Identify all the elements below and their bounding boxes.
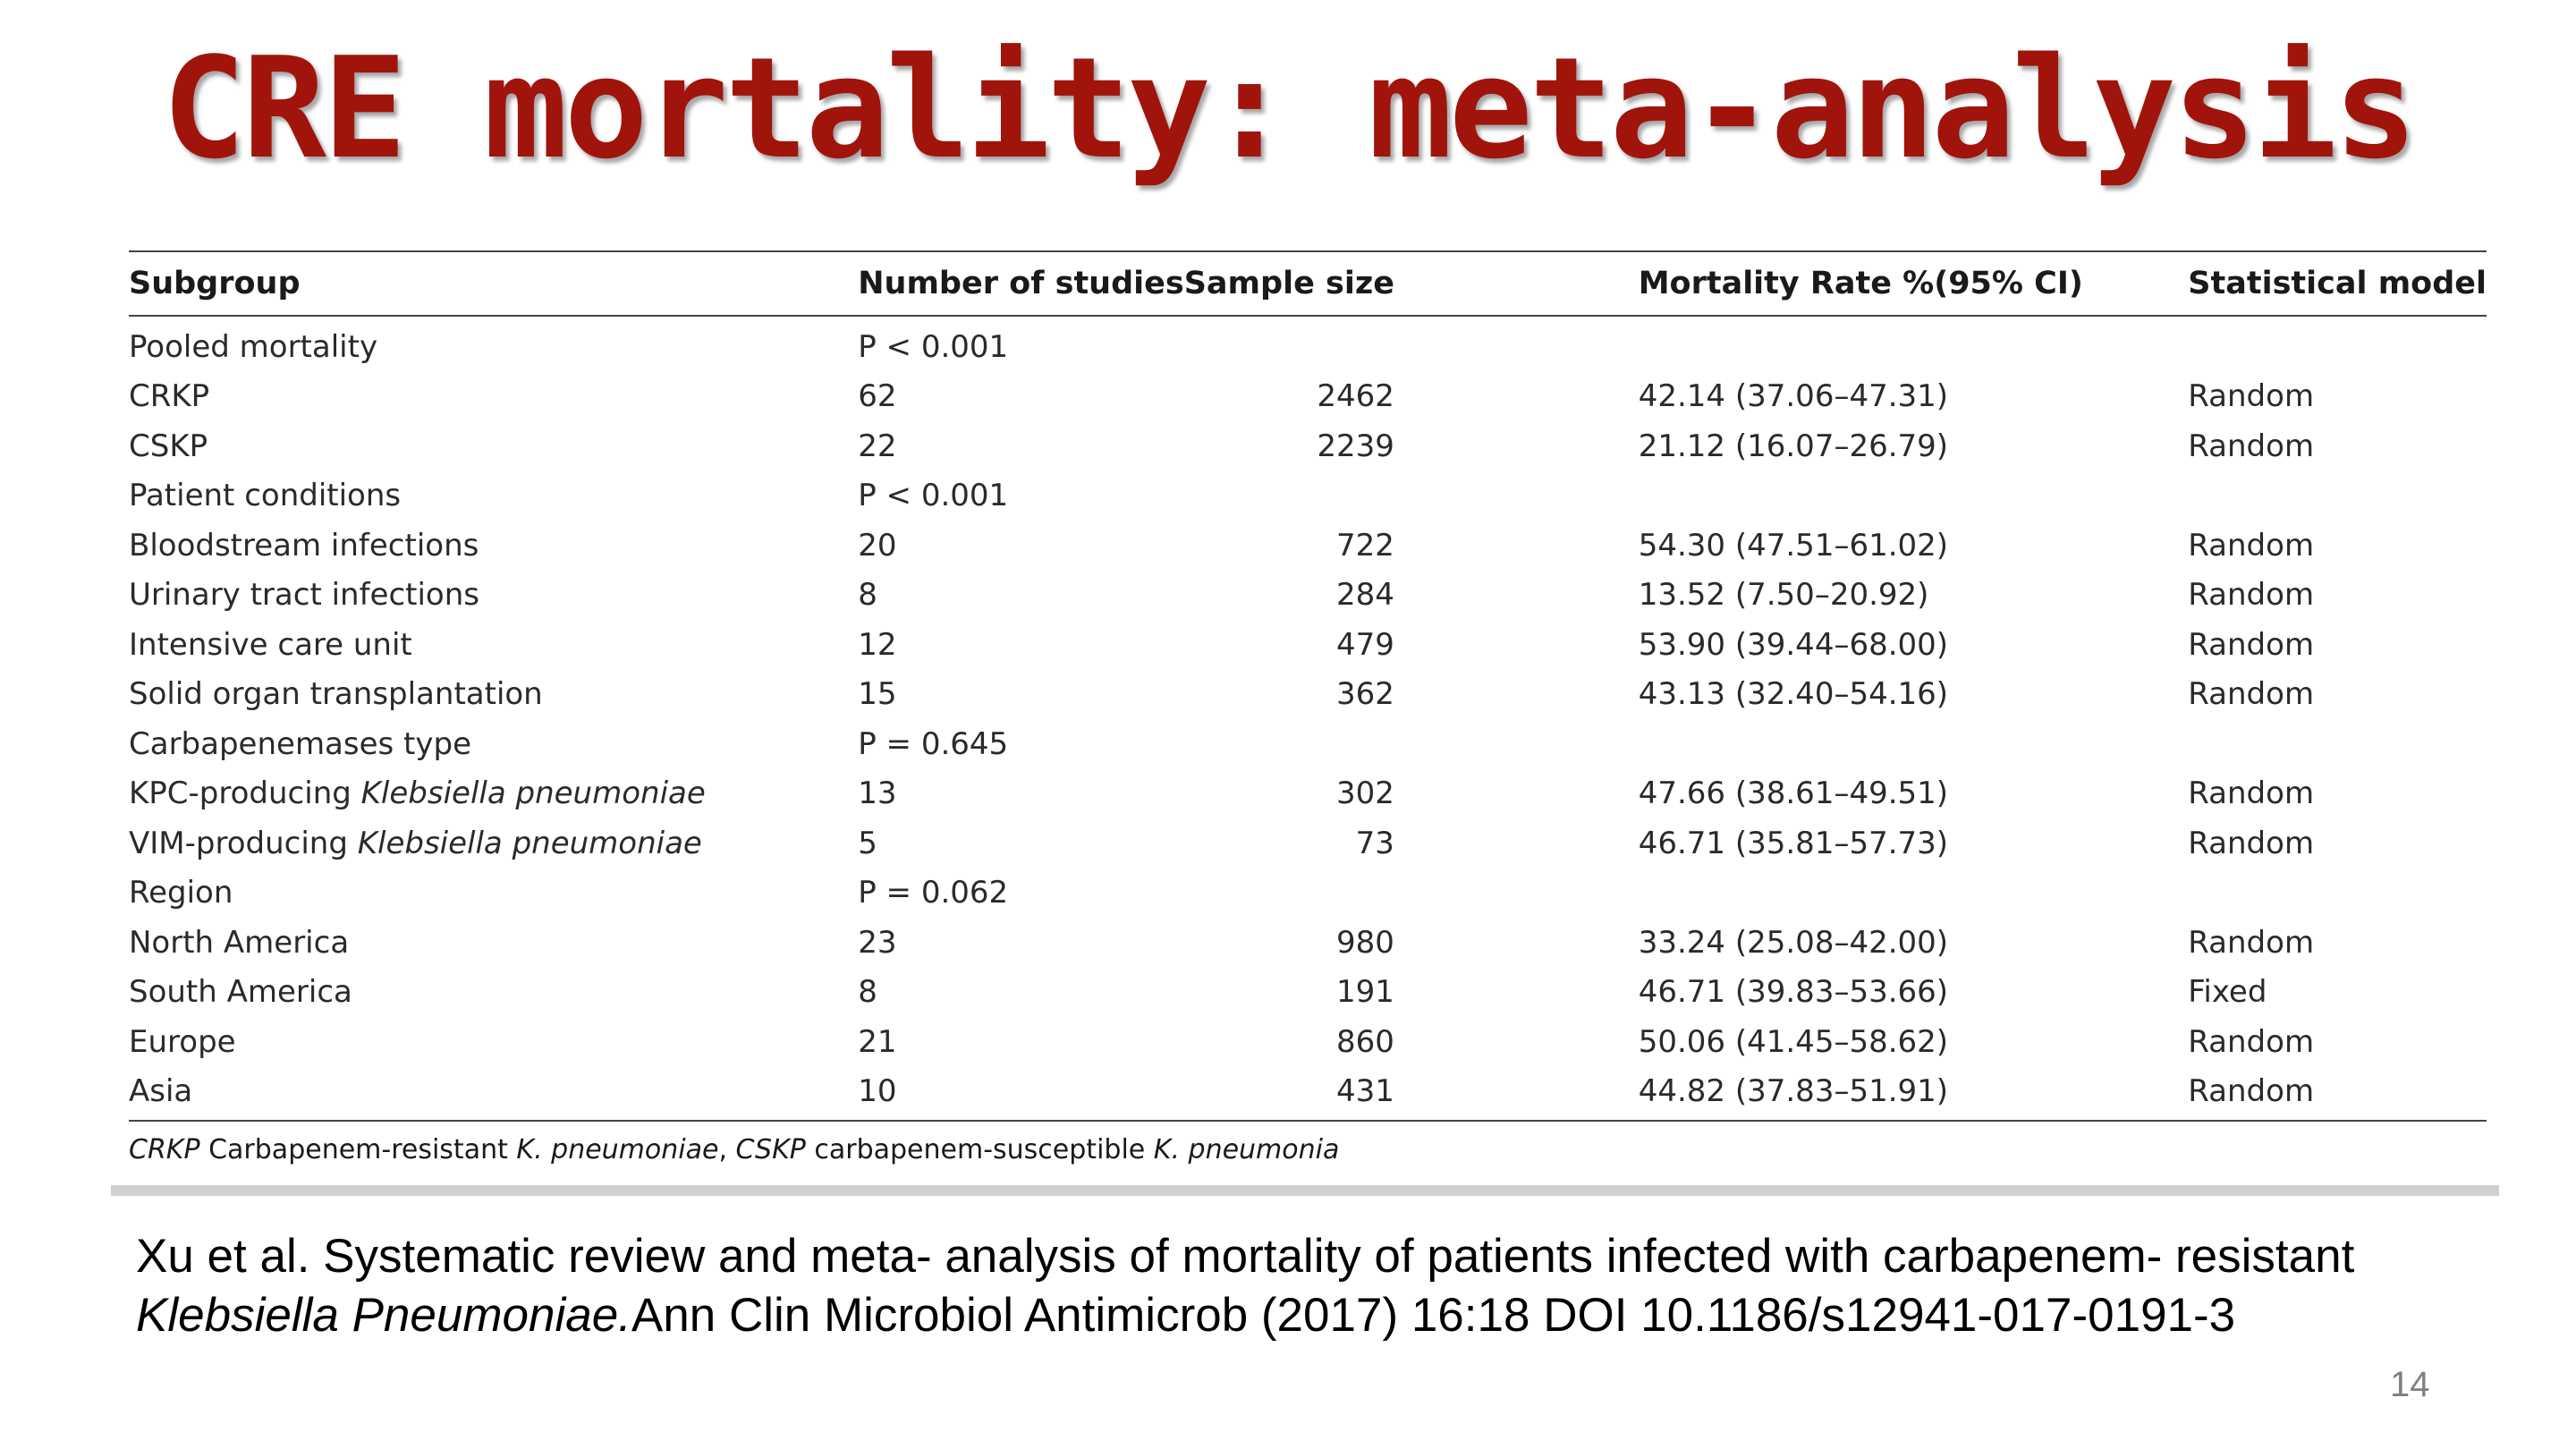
cell-number-of-studies: 10 bbox=[858, 1067, 1183, 1122]
table-header-row bbox=[129, 251, 2487, 316]
cell-statistical-model: Random bbox=[2188, 626, 2315, 663]
cell-subgroup-prefix: VIM-producing bbox=[129, 825, 358, 861]
footnote-def-cskp-italic: K. pneumonia bbox=[1153, 1134, 1340, 1165]
header-number-of-studies: Number of studies bbox=[858, 251, 1183, 316]
table-row bbox=[129, 1067, 2487, 1122]
cell-number-of-studies: P = 0.062 bbox=[858, 875, 1009, 911]
cell-gap bbox=[1394, 670, 1639, 720]
cell-subgroup: Solid organ transplantation bbox=[129, 676, 543, 713]
cell-number-of-studies: 20 bbox=[858, 527, 897, 564]
cell-statistical-model bbox=[2188, 869, 2487, 919]
table-row bbox=[129, 918, 2487, 968]
cell-gap bbox=[1394, 1067, 1639, 1122]
cell-gap bbox=[1394, 719, 1639, 769]
cell-sample-size: 284 bbox=[1336, 577, 1394, 614]
citation bbox=[136, 1227, 2551, 1345]
cell-sample-size: 431 bbox=[1184, 1067, 1394, 1122]
cell-number-of-studies: 21 bbox=[858, 1023, 897, 1060]
slide-title: CRE mortality: meta-analysis bbox=[162, 27, 2414, 190]
cell-gap bbox=[1394, 769, 1639, 819]
cell-statistical-model: Random bbox=[2188, 577, 2315, 614]
cell-gap bbox=[1394, 471, 1639, 521]
cell-statistical-model: Random bbox=[2188, 527, 2315, 564]
header-subgroup: Subgroup bbox=[129, 251, 858, 316]
cell-gap bbox=[1394, 421, 1639, 471]
footnote-abbr-cskp: CSKP bbox=[735, 1134, 806, 1165]
cell-subgroup: Pooled mortality bbox=[129, 328, 378, 365]
cell-number-of-studies: 23 bbox=[858, 924, 897, 961]
table-row bbox=[129, 620, 2487, 670]
cell-subgroup: North America bbox=[129, 924, 350, 961]
cell-statistical-model: Random bbox=[2188, 825, 2315, 861]
table-row bbox=[129, 818, 2487, 869]
cell-number-of-studies: 12 bbox=[858, 626, 897, 663]
cell-number-of-studies: 13 bbox=[858, 775, 897, 812]
table-row bbox=[129, 571, 2487, 621]
cell-statistical-model: Random bbox=[2188, 924, 2315, 961]
table-row bbox=[129, 421, 2487, 471]
cell-gap bbox=[1394, 316, 1639, 372]
table-row bbox=[129, 1017, 2487, 1067]
footnote-def-crkp-italic: K. pneumoniae bbox=[516, 1134, 719, 1165]
citation-reference: Ann Clin Microbiol Antimicrob (2017) 16:18 DOI 10.1186/s12941-017-0191-3 bbox=[631, 1289, 2236, 1342]
cell-number-of-studies: P = 0.645 bbox=[858, 725, 1009, 762]
cell-subgroup: Europe bbox=[129, 1023, 236, 1060]
footnote-abbr-crkp: CRKP bbox=[129, 1134, 200, 1165]
cell-number-of-studies: P < 0.001 bbox=[858, 478, 1009, 514]
footnote-separator: , bbox=[718, 1134, 736, 1165]
table-row bbox=[129, 670, 2487, 720]
cell-subgroup: Asia bbox=[129, 1067, 858, 1122]
cell-sample-size: 479 bbox=[1336, 626, 1394, 663]
cell-mortality-rate: 33.24 (25.08–42.00) bbox=[1638, 924, 1949, 961]
cell-subgroup: Carbapenemases type bbox=[129, 725, 471, 762]
cell-number-of-studies: 62 bbox=[858, 378, 897, 415]
cell-mortality-rate: 42.14 (37.06–47.31) bbox=[1638, 378, 1949, 415]
table-row bbox=[129, 316, 2487, 372]
cell-number-of-studies: 5 bbox=[858, 825, 877, 861]
cell-mortality-rate: 54.30 (47.51–61.02) bbox=[1638, 527, 1949, 564]
table-row bbox=[129, 521, 2487, 571]
cell-sample-size bbox=[1184, 719, 1394, 769]
cell-subgroup: Urinary tract infections bbox=[129, 577, 479, 614]
cell-mortality-rate: 44.82 (37.83–51.91) bbox=[1639, 1067, 2189, 1122]
cell-sample-size: 722 bbox=[1336, 527, 1394, 564]
cell-subgroup bbox=[129, 818, 858, 869]
table-row bbox=[129, 719, 2487, 769]
cell-mortality-rate: 46.71 (35.81–57.73) bbox=[1638, 825, 1949, 861]
footnote-def-crkp: Carbapenem-resistant bbox=[199, 1134, 517, 1165]
cell-gap bbox=[1394, 918, 1639, 968]
cell-mortality-rate: 46.71 (39.83–53.66) bbox=[1638, 974, 1949, 1011]
cell-number-of-studies: 8 bbox=[858, 974, 877, 1011]
cell-statistical-model bbox=[2188, 316, 2487, 372]
cell-gap bbox=[1394, 869, 1639, 919]
mortality-table bbox=[129, 250, 2487, 1122]
table-figure bbox=[111, 242, 2499, 1196]
table-footnote bbox=[129, 1134, 1339, 1165]
header-mortality-rate: Mortality Rate %(95% CI) bbox=[1639, 251, 2189, 316]
cell-gap bbox=[1394, 818, 1639, 869]
cell-mortality-rate bbox=[1639, 471, 2189, 521]
cell-sample-size: 191 bbox=[1336, 974, 1394, 1011]
header-statistical-model: Statistical model bbox=[2188, 251, 2487, 316]
footnote-def-cskp: carbapenem-susceptible bbox=[805, 1134, 1154, 1165]
cell-statistical-model: Random bbox=[2188, 378, 2315, 415]
cell-gap bbox=[1394, 571, 1639, 621]
cell-number-of-studies: P < 0.001 bbox=[858, 328, 1009, 365]
cell-mortality-rate: 13.52 (7.50–20.92) bbox=[1638, 577, 1929, 614]
cell-mortality-rate: 21.12 (16.07–26.79) bbox=[1638, 428, 1949, 464]
cell-mortality-rate: 50.06 (41.45–58.62) bbox=[1638, 1023, 1949, 1060]
cell-sample-size: 2462 bbox=[1317, 378, 1394, 415]
cell-subgroup-organism: Klebsiella pneumoniae bbox=[357, 825, 702, 861]
cell-subgroup: CSKP bbox=[129, 428, 208, 464]
cell-sample-size: 860 bbox=[1336, 1023, 1394, 1060]
citation-journal-title: Klebsiella Pneumoniae. bbox=[136, 1289, 631, 1342]
cell-sample-size: 362 bbox=[1336, 676, 1394, 713]
cell-sample-size: 980 bbox=[1336, 924, 1394, 961]
cell-number-of-studies: 22 bbox=[858, 428, 897, 464]
cell-gap bbox=[1394, 521, 1639, 571]
cell-gap bbox=[1394, 620, 1639, 670]
cell-gap bbox=[1394, 372, 1639, 422]
cell-subgroup-organism: Klebsiella pneumoniae bbox=[360, 775, 706, 812]
page-number: 14 bbox=[2390, 1365, 2430, 1404]
cell-statistical-model: Random bbox=[2188, 428, 2315, 464]
cell-statistical-model: Random bbox=[2188, 1023, 2315, 1060]
table-body bbox=[129, 316, 2487, 1121]
table-row bbox=[129, 869, 2487, 919]
cell-subgroup: Region bbox=[129, 875, 233, 911]
cell-statistical-model: Random bbox=[2188, 676, 2315, 713]
cell-mortality-rate: 43.13 (32.40–54.16) bbox=[1638, 676, 1949, 713]
cell-sample-size: 302 bbox=[1336, 775, 1394, 812]
cell-statistical-model bbox=[2188, 471, 2487, 521]
cell-subgroup-prefix: KPC-producing bbox=[129, 775, 361, 812]
cell-sample-size bbox=[1184, 316, 1394, 372]
cell-mortality-rate: 53.90 (39.44–68.00) bbox=[1638, 626, 1949, 663]
table-row bbox=[129, 769, 2487, 819]
citation-line-2 bbox=[136, 1286, 2551, 1345]
cell-subgroup: South America bbox=[129, 974, 352, 1011]
cell-statistical-model bbox=[2188, 719, 2487, 769]
cell-mortality-rate bbox=[1639, 719, 2189, 769]
cell-gap bbox=[1394, 968, 1639, 1018]
citation-line-1: Xu et al. Systematic review and meta‐ analysis of mortality of patients infected with carbapenem‐ resistant bbox=[136, 1230, 2355, 1283]
cell-sample-size bbox=[1184, 471, 1394, 521]
cell-sample-size: 2239 bbox=[1317, 428, 1394, 464]
cell-gap bbox=[1394, 1017, 1639, 1067]
table-row bbox=[129, 471, 2487, 521]
cell-subgroup: Bloodstream infections bbox=[129, 527, 479, 564]
cell-sample-size bbox=[1184, 869, 1394, 919]
header-sample-size: Sample size bbox=[1184, 251, 1394, 316]
cell-statistical-model: Random bbox=[2188, 1067, 2487, 1122]
table-row bbox=[129, 372, 2487, 422]
cell-mortality-rate: 47.66 (38.61–49.51) bbox=[1638, 775, 1949, 812]
cell-sample-size: 73 bbox=[1355, 825, 1394, 861]
cell-subgroup bbox=[129, 769, 858, 819]
cell-mortality-rate bbox=[1639, 869, 2189, 919]
cell-number-of-studies: 8 bbox=[858, 577, 877, 614]
table-row bbox=[129, 968, 2487, 1018]
header-gap bbox=[1394, 251, 1639, 316]
cell-mortality-rate bbox=[1639, 316, 2189, 372]
cell-statistical-model: Fixed bbox=[2188, 974, 2267, 1011]
cell-statistical-model: Random bbox=[2188, 775, 2315, 812]
cell-number-of-studies: 15 bbox=[858, 676, 897, 713]
cell-subgroup: Patient conditions bbox=[129, 478, 402, 514]
cell-subgroup: Intensive care unit bbox=[129, 626, 412, 663]
cell-subgroup: CRKP bbox=[129, 378, 210, 415]
